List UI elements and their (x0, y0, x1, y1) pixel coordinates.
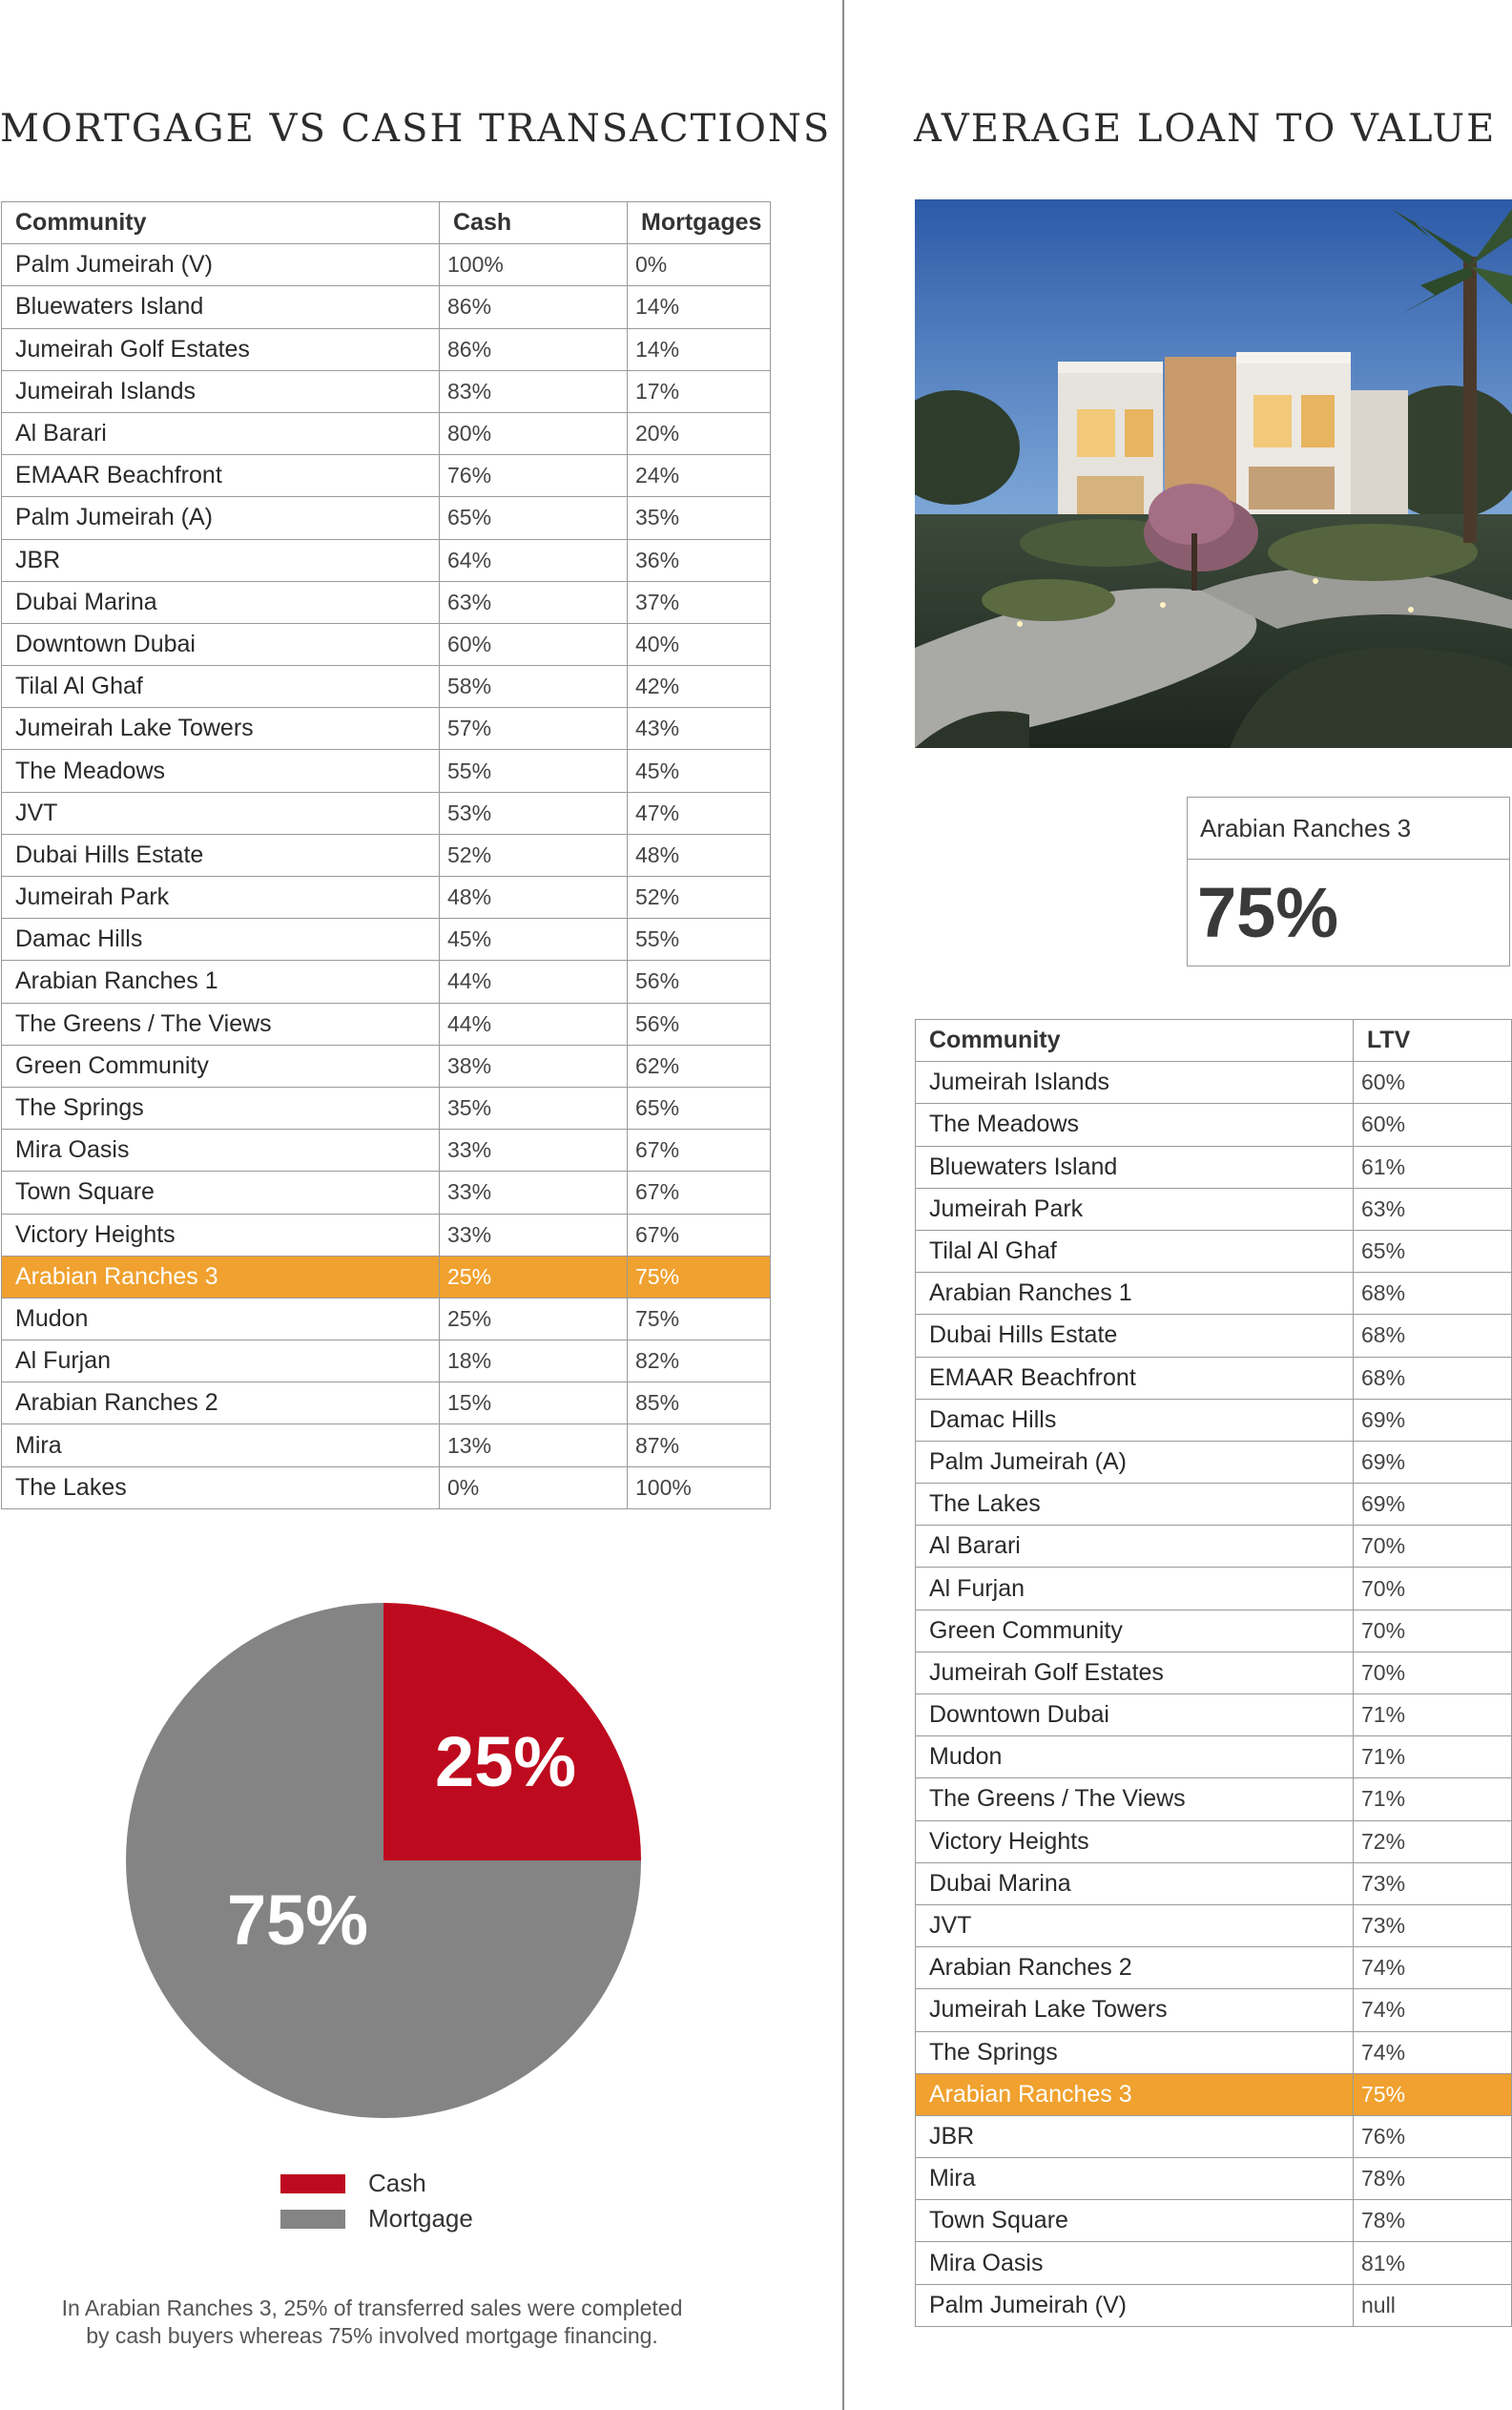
cell-community: Tilal Al Ghaf (2, 666, 440, 708)
cell-community: Jumeirah Islands (916, 1062, 1354, 1104)
cell-community: Al Furjan (2, 1340, 440, 1382)
cell-cash: 60% (440, 623, 628, 665)
cell-cash: 63% (440, 581, 628, 623)
table-row (2, 919, 771, 961)
table-row (2, 370, 771, 412)
cell-community: Dubai Marina (2, 581, 440, 623)
cell-cash: 83% (440, 370, 628, 412)
cell-community: Al Barari (916, 1526, 1354, 1568)
cell-mortgages: 43% (628, 708, 771, 750)
cell-mortgages: 82% (628, 1340, 771, 1382)
cell-ltv: 60% (1354, 1104, 1512, 1146)
table-row-highlighted (916, 2073, 1512, 2115)
cell-ltv: 69% (1354, 1441, 1512, 1483)
cell-cash: 76% (440, 455, 628, 497)
ltv-card-community: Arabian Ranches 3 (1188, 798, 1509, 860)
cell-cash: 64% (440, 539, 628, 581)
ltv-card-value: 75% (1197, 873, 1339, 952)
cell-community: Mira Oasis (916, 2242, 1354, 2284)
cell-ltv: 69% (1354, 1399, 1512, 1441)
cell-mortgages: 35% (628, 497, 771, 539)
cell-mortgages: 75% (628, 1256, 771, 1298)
cell-cash: 18% (440, 1340, 628, 1382)
cell-community: Mira Oasis (2, 1130, 440, 1172)
cell-community: Jumeirah Lake Towers (916, 1989, 1354, 2031)
table-row (916, 1652, 1512, 1693)
cell-ltv: 76% (1354, 2115, 1512, 2157)
cell-cash: 35% (440, 1087, 628, 1129)
table-row-highlighted (2, 1256, 771, 1298)
cell-ltv: 74% (1354, 1989, 1512, 2031)
table-row (916, 1484, 1512, 1526)
cell-community: Arabian Ranches 3 (916, 2073, 1354, 2115)
cell-mortgages: 0% (628, 244, 771, 286)
cell-community: The Lakes (2, 1466, 440, 1508)
cell-cash: 45% (440, 919, 628, 961)
cell-community: Jumeirah Park (916, 1188, 1354, 1230)
cell-community: Damac Hills (916, 1399, 1354, 1441)
table-row (916, 2158, 1512, 2200)
cell-ltv: 60% (1354, 1062, 1512, 1104)
cell-community: Downtown Dubai (2, 623, 440, 665)
table-row (916, 1736, 1512, 1778)
cell-cash: 33% (440, 1172, 628, 1214)
table-row (916, 1904, 1512, 1946)
table-row (916, 1146, 1512, 1188)
table-row (2, 497, 771, 539)
cell-cash: 58% (440, 666, 628, 708)
ltv-highlight-card (1187, 797, 1510, 966)
table-header-row (916, 1020, 1512, 1062)
cell-community: Arabian Ranches 1 (916, 1273, 1354, 1315)
cell-mortgages: 17% (628, 370, 771, 412)
cell-mortgages: 48% (628, 834, 771, 876)
cell-cash: 57% (440, 708, 628, 750)
column-divider (842, 0, 844, 2410)
cell-community: Tilal Al Ghaf (916, 1230, 1354, 1272)
cell-mortgages: 87% (628, 1424, 771, 1466)
cell-ltv: 68% (1354, 1315, 1512, 1357)
table-row (2, 539, 771, 581)
cell-cash: 13% (440, 1424, 628, 1466)
table-row (2, 834, 771, 876)
legend-swatch-cash (280, 2174, 345, 2193)
table-row (2, 750, 771, 792)
cell-cash: 15% (440, 1382, 628, 1424)
table-row (916, 1989, 1512, 2031)
cell-cash: 100% (440, 244, 628, 286)
cell-community: Jumeirah Islands (2, 370, 440, 412)
table-row (2, 328, 771, 370)
cell-ltv: 71% (1354, 1778, 1512, 1820)
table-header-row (2, 202, 771, 244)
cell-mortgages: 14% (628, 328, 771, 370)
cell-ltv: 68% (1354, 1273, 1512, 1315)
cell-cash: 44% (440, 1003, 628, 1045)
cell-ltv: 70% (1354, 1610, 1512, 1652)
table-row (916, 1399, 1512, 1441)
table-row (916, 2031, 1512, 2073)
table-row (2, 1298, 771, 1340)
cell-community: Al Furjan (916, 1568, 1354, 1610)
table-row (2, 455, 771, 497)
table-row (2, 1466, 771, 1508)
cell-mortgages: 62% (628, 1045, 771, 1087)
header-mortgages: Mortgages (628, 202, 771, 244)
table-row (916, 1694, 1512, 1736)
table-row (2, 792, 771, 834)
table-row (916, 1188, 1512, 1230)
cell-community: Victory Heights (2, 1214, 440, 1256)
cell-ltv: 71% (1354, 1736, 1512, 1778)
section-title-average-ltv: AVERAGE LOAN TO VALUE (914, 107, 1497, 151)
cell-mortgages: 56% (628, 961, 771, 1003)
cell-ltv: 78% (1354, 2200, 1512, 2242)
cell-community: Damac Hills (2, 919, 440, 961)
townhouse-dusk-image (915, 199, 1512, 748)
table-row (916, 1568, 1512, 1610)
table-row (916, 1778, 1512, 1820)
table-row (916, 1441, 1512, 1483)
cell-community: JBR (916, 2115, 1354, 2157)
cell-community: The Meadows (916, 1104, 1354, 1146)
header-community: Community (916, 1020, 1354, 1062)
cell-mortgages: 55% (628, 919, 771, 961)
table-row (2, 877, 771, 919)
cell-mortgages: 45% (628, 750, 771, 792)
cell-community: Downtown Dubai (916, 1694, 1354, 1736)
cell-community: Town Square (916, 2200, 1354, 2242)
cell-mortgages: 67% (628, 1130, 771, 1172)
table-row (916, 1610, 1512, 1652)
cell-community: The Springs (2, 1087, 440, 1129)
cell-cash: 80% (440, 412, 628, 454)
cell-ltv: null (1354, 2284, 1512, 2326)
cell-ltv: 70% (1354, 1526, 1512, 1568)
cell-cash: 53% (440, 792, 628, 834)
cell-ltv: 74% (1354, 2031, 1512, 2073)
cell-cash: 86% (440, 328, 628, 370)
table-row (2, 1045, 771, 1087)
cell-ltv: 81% (1354, 2242, 1512, 2284)
cell-mortgages: 47% (628, 792, 771, 834)
cell-community: Palm Jumeirah (V) (2, 244, 440, 286)
cell-mortgages: 75% (628, 1298, 771, 1340)
cell-community: Green Community (2, 1045, 440, 1087)
cell-mortgages: 14% (628, 286, 771, 328)
cell-cash: 0% (440, 1466, 628, 1508)
legend-item-cash (280, 2166, 473, 2201)
cell-cash: 86% (440, 286, 628, 328)
table-row (916, 1273, 1512, 1315)
table-row (916, 1526, 1512, 1568)
mortgage-cash-table (1, 201, 771, 1509)
cell-ltv: 74% (1354, 1947, 1512, 1989)
cell-community: Mira (916, 2158, 1354, 2200)
cell-ltv: 70% (1354, 1568, 1512, 1610)
table-row (2, 1003, 771, 1045)
pie-caption: In Arabian Ranches 3, 25% of transferred sales were completed by cash buyers whereas 75% involved mortgage financing. (61, 2296, 683, 2348)
table-row (2, 1130, 771, 1172)
header-cash: Cash (440, 202, 628, 244)
cell-ltv: 70% (1354, 1652, 1512, 1693)
table-row (916, 2242, 1512, 2284)
table-row (2, 1382, 771, 1424)
pie-label-mortgage: 75% (226, 1880, 369, 1960)
pie-legend (280, 2166, 473, 2236)
table-row (2, 244, 771, 286)
cell-community: Palm Jumeirah (V) (916, 2284, 1354, 2326)
cell-community: Palm Jumeirah (A) (916, 1441, 1354, 1483)
table-row (916, 1947, 1512, 1989)
table-row (2, 708, 771, 750)
cell-community: Arabian Ranches 3 (2, 1256, 440, 1298)
legend-label-mortgage: Mortgage (368, 2204, 473, 2233)
cell-community: Mudon (2, 1298, 440, 1340)
cell-cash: 33% (440, 1214, 628, 1256)
cell-ltv: 75% (1354, 2073, 1512, 2115)
cell-mortgages: 40% (628, 623, 771, 665)
cell-mortgages: 56% (628, 1003, 771, 1045)
cell-community: Town Square (2, 1172, 440, 1214)
cell-community: The Greens / The Views (916, 1778, 1354, 1820)
header-ltv: LTV (1354, 1020, 1512, 1062)
cell-cash: 25% (440, 1256, 628, 1298)
cell-community: JVT (916, 1904, 1354, 1946)
cell-cash: 65% (440, 497, 628, 539)
legend-swatch-mortgage (280, 2210, 345, 2229)
table-row (2, 1172, 771, 1214)
table-row (916, 1104, 1512, 1146)
cell-ltv: 68% (1354, 1357, 1512, 1399)
cell-ltv: 61% (1354, 1146, 1512, 1188)
section-title-mortgage-vs-cash: MORTGAGE VS CASH TRANSACTIONS (0, 107, 832, 151)
table-row (2, 1214, 771, 1256)
table-row (916, 1820, 1512, 1862)
cell-ltv: 78% (1354, 2158, 1512, 2200)
table-row (916, 2284, 1512, 2326)
cell-ltv: 71% (1354, 1694, 1512, 1736)
cash-mortgage-pie-chart (124, 1601, 643, 2120)
cell-community: Bluewaters Island (2, 286, 440, 328)
cell-mortgages: 24% (628, 455, 771, 497)
table-row (916, 1230, 1512, 1272)
table-row (2, 1087, 771, 1129)
cell-ltv: 63% (1354, 1188, 1512, 1230)
cell-community: Mudon (916, 1736, 1354, 1778)
cell-community: Bluewaters Island (916, 1146, 1354, 1188)
table-row (916, 1315, 1512, 1357)
table-row (916, 2200, 1512, 2242)
cell-cash: 44% (440, 961, 628, 1003)
cell-community: Mira (2, 1424, 440, 1466)
cell-mortgages: 37% (628, 581, 771, 623)
cell-community: JBR (2, 539, 440, 581)
cell-community: EMAAR Beachfront (916, 1357, 1354, 1399)
legend-label-cash: Cash (368, 2169, 426, 2197)
cell-community: Palm Jumeirah (A) (2, 497, 440, 539)
cell-ltv: 73% (1354, 1904, 1512, 1946)
cell-community: EMAAR Beachfront (2, 455, 440, 497)
cell-community: Dubai Hills Estate (916, 1315, 1354, 1357)
cell-community: Dubai Marina (916, 1862, 1354, 1904)
cell-community: The Lakes (916, 1484, 1354, 1526)
cell-ltv: 73% (1354, 1862, 1512, 1904)
cell-community: Al Barari (2, 412, 440, 454)
cell-community: Arabian Ranches 2 (916, 1947, 1354, 1989)
table-row (916, 1357, 1512, 1399)
table-row (2, 286, 771, 328)
cell-cash: 38% (440, 1045, 628, 1087)
cell-mortgages: 20% (628, 412, 771, 454)
cell-mortgages: 67% (628, 1214, 771, 1256)
cell-community: Green Community (916, 1610, 1354, 1652)
cell-community: Jumeirah Lake Towers (2, 708, 440, 750)
table-row (2, 961, 771, 1003)
cell-cash: 33% (440, 1130, 628, 1172)
table-row (2, 581, 771, 623)
cell-community: Arabian Ranches 2 (2, 1382, 440, 1424)
ltv-table (915, 1019, 1512, 2327)
table-row (916, 2115, 1512, 2157)
cell-community: Jumeirah Golf Estates (916, 1652, 1354, 1693)
table-row (2, 1340, 771, 1382)
cell-mortgages: 52% (628, 877, 771, 919)
cell-ltv: 69% (1354, 1484, 1512, 1526)
table-row (2, 1424, 771, 1466)
cell-community: Arabian Ranches 1 (2, 961, 440, 1003)
table-row (916, 1062, 1512, 1104)
table-row (2, 412, 771, 454)
cell-cash: 48% (440, 877, 628, 919)
cell-community: The Meadows (2, 750, 440, 792)
cell-mortgages: 100% (628, 1466, 771, 1508)
community-photo (915, 199, 1512, 748)
cell-community: Victory Heights (916, 1820, 1354, 1862)
table-row (2, 623, 771, 665)
cell-mortgages: 85% (628, 1382, 771, 1424)
cell-community: The Greens / The Views (2, 1003, 440, 1045)
cell-mortgages: 36% (628, 539, 771, 581)
table-row (916, 1862, 1512, 1904)
cell-mortgages: 67% (628, 1172, 771, 1214)
cell-community: JVT (2, 792, 440, 834)
table-row (2, 666, 771, 708)
cell-cash: 55% (440, 750, 628, 792)
cell-cash: 52% (440, 834, 628, 876)
header-community: Community (2, 202, 440, 244)
pie-label-cash: 25% (434, 1722, 577, 1801)
cell-ltv: 65% (1354, 1230, 1512, 1272)
cell-mortgages: 65% (628, 1087, 771, 1129)
cell-cash: 25% (440, 1298, 628, 1340)
cell-mortgages: 42% (628, 666, 771, 708)
cell-community: Dubai Hills Estate (2, 834, 440, 876)
cell-community: Jumeirah Park (2, 877, 440, 919)
cell-community: The Springs (916, 2031, 1354, 2073)
cell-community: Jumeirah Golf Estates (2, 328, 440, 370)
legend-item-mortgage (280, 2201, 473, 2236)
cell-ltv: 72% (1354, 1820, 1512, 1862)
